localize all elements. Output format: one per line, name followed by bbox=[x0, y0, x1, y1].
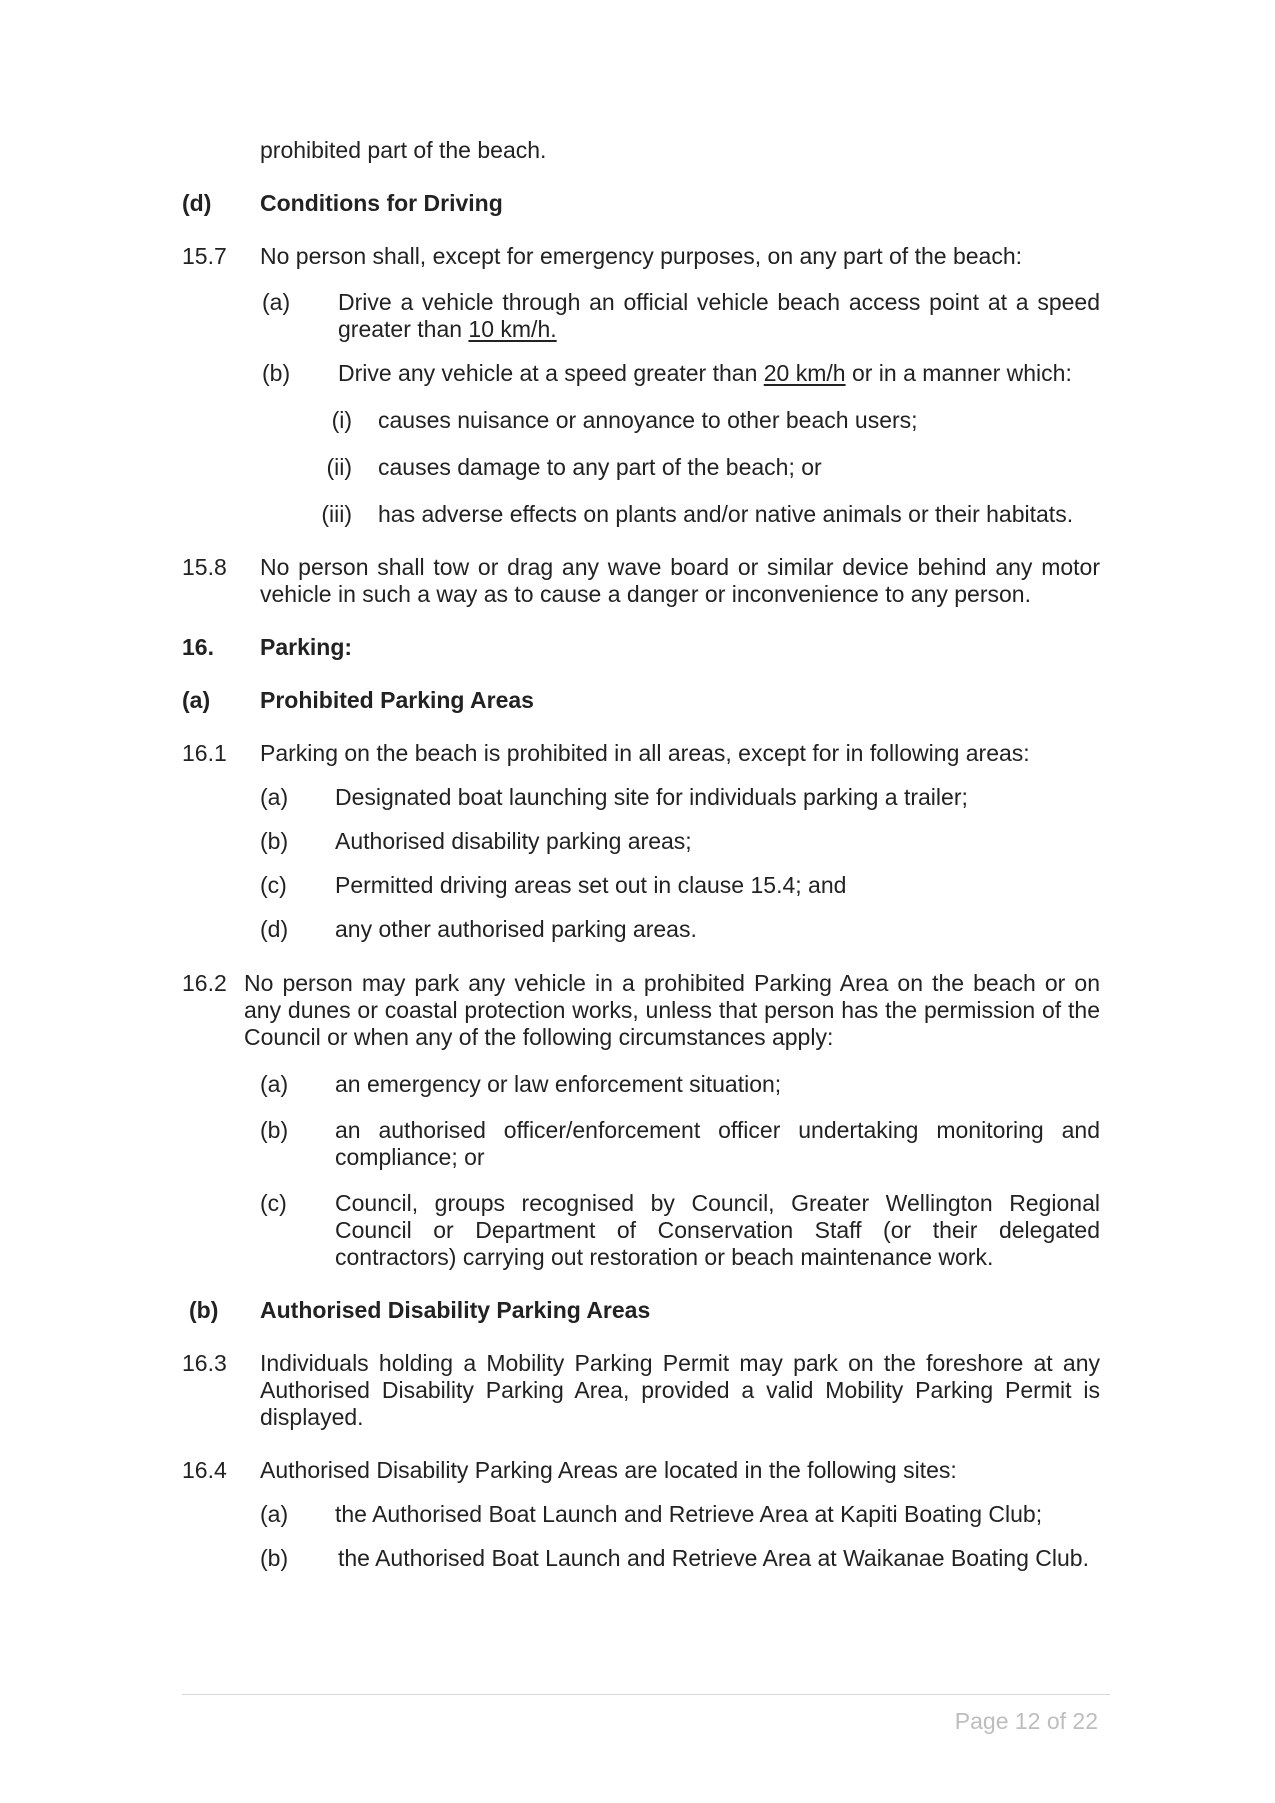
clause-15-7-ii-marker: (ii) bbox=[326, 454, 352, 480]
continuation-text: prohibited part of the beach. bbox=[260, 137, 547, 163]
clause-15-7-b-text-main: Drive any vehicle at a speed greater than bbox=[338, 360, 764, 386]
section-16a-heading: Prohibited Parking Areas bbox=[260, 687, 534, 713]
clause-15-7-i-marker: (i) bbox=[331, 407, 352, 433]
section-d-marker: (d) bbox=[182, 190, 212, 216]
section-d-heading: Conditions for Driving bbox=[260, 190, 503, 216]
clause-16-1-d-text: any other authorised parking areas. bbox=[335, 916, 697, 942]
clause-16-2-a-marker: (a) bbox=[260, 1071, 289, 1097]
clause-15-7-iii-marker: (iii) bbox=[321, 501, 352, 527]
clause-16-1-b-marker: (b) bbox=[260, 828, 289, 854]
clause-16-2-c-text: Council, groups recognised by Council, Greater Wellington Regional Council or Department of Conservation Staff (or their delegated contractors) carrying out restoration or beach maintenance work. bbox=[335, 1190, 1100, 1270]
clause-16-3-text: Individuals holding a Mobility Parking Permit may park on the foreshore at any Authorised Disability Parking Area, provided a valid Mobility Parking Permit is displayed. bbox=[260, 1350, 1100, 1430]
clause-16-4-a-text: the Authorised Boat Launch and Retrieve Area at Kapiti Boating Club; bbox=[335, 1501, 1043, 1527]
speed-limit-20: 20 km/h bbox=[763, 360, 846, 386]
section-16a-marker: (a) bbox=[182, 687, 211, 713]
section-16b-heading: Authorised Disability Parking Areas bbox=[260, 1297, 651, 1323]
clause-16-4-text: Authorised Disability Parking Areas are located in the following sites: bbox=[260, 1457, 957, 1483]
clause-16-2-c-marker: (c) bbox=[260, 1190, 287, 1216]
clause-16-4-a-marker: (a) bbox=[260, 1501, 289, 1527]
clause-16-2-number: 16.2 bbox=[182, 970, 227, 996]
clause-16-1-d-marker: (d) bbox=[260, 916, 289, 942]
speed-limit-10: 10 km/h. bbox=[468, 316, 557, 342]
clause-15-8-number: 15.8 bbox=[182, 554, 227, 580]
clause-16-1-a-text: Designated boat launching site for individuals parking a trailer; bbox=[335, 784, 968, 810]
clause-16-3-number: 16.3 bbox=[182, 1350, 227, 1376]
clause-16-1-c-marker: (c) bbox=[260, 872, 287, 898]
clause-15-7-b-marker: (b) bbox=[262, 360, 291, 386]
section-16-heading: Parking: bbox=[260, 634, 353, 660]
footer-divider bbox=[182, 1694, 1110, 1695]
clause-16-2-text: No person may park any vehicle in a prohibited Parking Area on the beach or on any dunes or coastal protection works, unless that person has the permission of the Council or when any of the following circumstances apply: bbox=[244, 970, 1100, 1050]
clause-16-4-b-marker: (b) bbox=[260, 1545, 289, 1571]
clause-16-2-b-marker: (b) bbox=[260, 1117, 289, 1143]
clause-15-7-iii-text: has adverse effects on plants and/or native animals or their habitats. bbox=[378, 501, 1074, 527]
clause-16-4-b-text: the Authorised Boat Launch and Retrieve Area at Waikanae Boating Club. bbox=[338, 1545, 1089, 1571]
clause-15-7-a-text bbox=[338, 289, 1100, 343]
clause-15-7-a-text-main: Drive a vehicle through an official vehicle beach access point at a speed greater than bbox=[338, 289, 1100, 342]
section-16b-marker: (b) bbox=[189, 1297, 219, 1323]
page-number: Page 12 of 22 bbox=[954, 1708, 1098, 1734]
clause-15-7-a-marker: (a) bbox=[262, 289, 291, 315]
clause-15-7-b-text-tail: or in a manner which: bbox=[845, 360, 1072, 386]
clause-16-2-b-text: an authorised officer/enforcement officer undertaking monitoring and compliance; or bbox=[335, 1117, 1100, 1170]
clause-16-4-number: 16.4 bbox=[182, 1457, 227, 1483]
clause-16-1-text: Parking on the beach is prohibited in all areas, except for in following areas: bbox=[260, 740, 1030, 766]
clause-15-8-text: No person shall tow or drag any wave board or similar device behind any motor vehicle in such a way as to cause a danger or inconvenience to any person. bbox=[260, 554, 1100, 607]
clause-16-1-c-text: Permitted driving areas set out in clause 15.4; and bbox=[335, 872, 847, 898]
clause-15-7-i-text: causes nuisance or annoyance to other beach users; bbox=[378, 407, 918, 433]
clause-15-7-text: No person shall, except for emergency purposes, on any part of the beach: bbox=[260, 243, 1022, 269]
clause-15-7-ii-text: causes damage to any part of the beach; or bbox=[378, 454, 822, 480]
clause-15-7-number: 15.7 bbox=[182, 243, 227, 269]
clause-16-1-b-text: Authorised disability parking areas; bbox=[335, 828, 692, 854]
clause-16-2-a-text: an emergency or law enforcement situation; bbox=[335, 1071, 782, 1097]
clause-16-1-number: 16.1 bbox=[182, 740, 227, 766]
clause-16-1-a-marker: (a) bbox=[260, 784, 289, 810]
clause-15-7-b-text bbox=[338, 360, 1072, 387]
section-16-number: 16. bbox=[182, 634, 214, 660]
